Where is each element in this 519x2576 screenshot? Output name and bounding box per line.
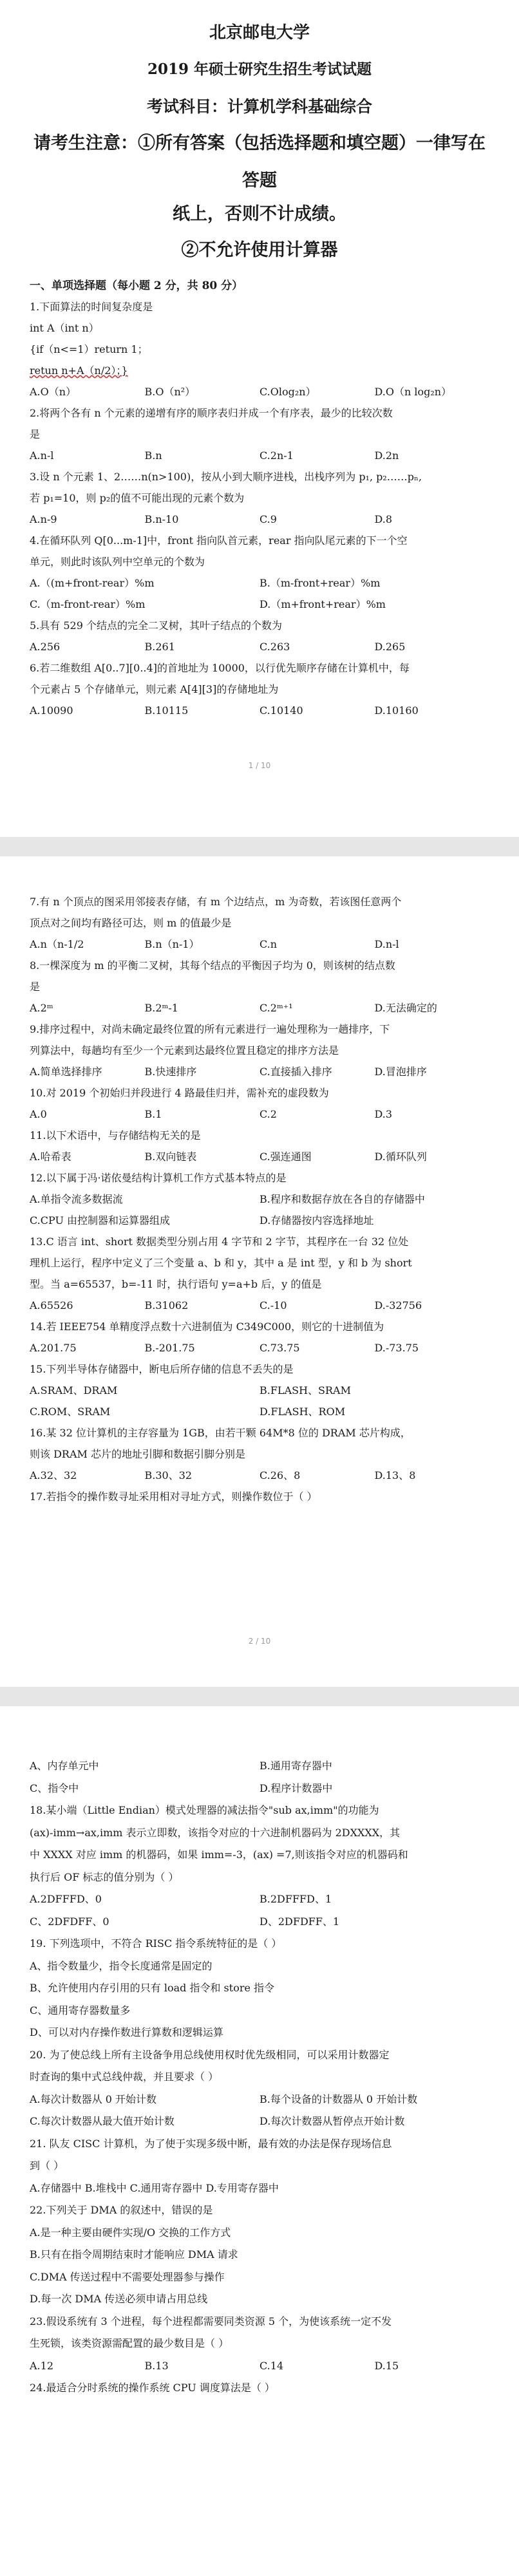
page-3: [0, 1706, 519, 2576]
option: A.哈希表: [30, 1151, 71, 1163]
option: C.10140: [260, 704, 303, 717]
question-5-options: [30, 636, 489, 657]
option: C.26、8: [260, 1469, 301, 1481]
option: B.双向链表: [144, 1151, 197, 1163]
option: C.ROM、SRAM: [30, 1406, 111, 1418]
option: A.201.75: [30, 1342, 77, 1354]
question-15-options: [30, 1380, 489, 1401]
question-7-options: [30, 934, 489, 955]
code-line-3: retun n+A（n/2）；}: [30, 364, 128, 377]
option: B、允许使用内存引用的只有 load 指令和 store 指令: [30, 1982, 275, 1994]
option: A.n-9: [30, 513, 57, 525]
option: D.O（n log₂n）: [374, 386, 452, 398]
option: B.30、32: [144, 1469, 193, 1481]
option: C.263: [260, 641, 290, 653]
option: A.n-l: [30, 449, 54, 462]
question-19-text: 19. 下列选项中，不符合 RISC 指令系统特征的是（ ）: [30, 1937, 282, 1950]
option: A.单指令流多数据流: [30, 1193, 123, 1205]
question-23-text: 生死锁，该类资源需配置的最少数目是（ ）: [30, 2337, 229, 2349]
question-23-options: [30, 2355, 489, 2378]
option: B.O（n²）: [144, 386, 196, 398]
option: D.循环队列: [374, 1151, 427, 1163]
option: A.12: [30, 2359, 53, 2372]
question-3-options: [30, 509, 489, 530]
option: D.-73.75: [374, 1342, 419, 1354]
question-14-options: [30, 1337, 489, 1359]
question-23-text: 23.假设系统有 3 个进程，每个进程都需要同类资源 5 个，为使该系统一定不发: [30, 2315, 392, 2327]
option: D.10160: [374, 704, 419, 717]
question-7-text: 7.有 n 个顶点的图采用邻接表存储，有 m 个边结点，m 为奇数，若该图任意两个: [30, 896, 402, 908]
question-24-text: 24.最适合分时系统的操作系统 CPU 调度算法是（ ）: [30, 2382, 275, 2394]
option: B.n（n-1）: [144, 938, 200, 950]
question-3-text: 若 p₁=10，则 p₂的值不可能出现的元素个数为: [30, 492, 245, 504]
question-10-options: [30, 1104, 489, 1125]
option: A、指令数量少，指令长度通常是固定的: [30, 1959, 212, 1972]
option: A.是一种主要由硬件实现/O 交换的工作方式: [30, 2226, 231, 2239]
option: B.n: [144, 449, 162, 462]
option: C.Olog₂n）: [260, 386, 316, 398]
option: C.每次计数器从最大值开始计数: [30, 2115, 175, 2127]
question-16-text: 则该 DRAM 芯片的地址引脚和数据引脚分别是: [30, 1448, 245, 1460]
option: B.13: [144, 2359, 169, 2372]
question-1-text: 1.下面算法的时间复杂度是: [30, 301, 153, 313]
option: D.3: [374, 1108, 393, 1120]
question-13-text: 13.C 语言 int、short 数据类型分别占用 4 字节和 2 字节，其程序在一台 32 位处: [30, 1236, 409, 1248]
code-line-2: {if（n<=1）return 1；: [30, 343, 148, 355]
question-3-text: 3.设 n 个元素 1、2……n(n>100)，按从小到大顺序进栈，出栈序列为 p₁, p₂……pₙ,: [30, 471, 422, 483]
page-number: 1 / 10: [248, 761, 271, 770]
question-list: [30, 296, 489, 721]
question-2-text: 是: [30, 428, 41, 440]
option: B.10115: [144, 704, 189, 717]
option: A.0: [30, 1108, 47, 1120]
page-2: [0, 856, 519, 1687]
option: D.-32756: [374, 1299, 422, 1312]
question-list: [30, 891, 489, 1507]
question-2-options: [30, 445, 489, 466]
question-15-text: 15.下列半导体存储器中，断电后所存储的信息不丢失的是: [30, 1363, 294, 1375]
option: B.只有在指令周期结束时才能响应 DMA 请求: [30, 2248, 238, 2261]
option: A.65526: [30, 1299, 73, 1312]
option: C、2DFDFF、0: [30, 1915, 109, 1928]
option: D.265: [374, 641, 406, 653]
notice-line-1: 请考生注意：①所有答案（包括选择题和填空题）一律写在答题: [33, 133, 486, 191]
option: D.每一次 DMA 传送必须申请占用总线: [30, 2293, 208, 2305]
option: D.2n: [374, 449, 399, 462]
question-18-text: 中 XXXX 对应 imm 的机器码，如果 imm=-3，(ax) =7,则该指令对应的机器码和: [30, 1848, 408, 1861]
question-2-text: 2.将两个各有 n 个元素的递增有序的顺序表归并成一个有序表，最少的比较次数: [30, 407, 393, 419]
question-6-text: 6.若二维数组 A[0..7][0..4]的首地址为 10000，以行优先顺序存储在计算机中，每: [30, 662, 410, 674]
question-18-options: [30, 1911, 489, 1933]
option: C.强连通图: [260, 1151, 312, 1163]
question-4-text: 4.在循环队列 Q[0...m-1]中，front 指向队首元素，rear 指向队尾元素的下一个空: [30, 534, 408, 547]
question-18-text: (ax)-imm→ax,imm 表示立即数，该指令对应的十六进制机器码为 2DXXXX，其: [30, 1826, 401, 1839]
option: D.FLASH、ROM: [260, 1406, 346, 1418]
option: C.-10: [260, 1299, 287, 1312]
section-title: 一、单项选择题（每小题 2 分，共 80 分）: [30, 279, 243, 292]
option: A.简单选择排序: [30, 1066, 102, 1078]
question-14-text: 14.若 IEEE754 单精度浮点数十六进制值为 C349C000，则它的十进制值为: [30, 1321, 384, 1333]
option: B.-201.75: [144, 1342, 195, 1354]
question-16-text: 16.某 32 位计算机的主存容量为 1GB，由若干颗 64M*8 位的 DRAM 芯片构成，: [30, 1427, 411, 1439]
question-21-text: 到（ ）: [30, 2159, 64, 2172]
question-11-text: 11.以下术语中，与存储结构无关的是: [30, 1129, 201, 1142]
question-8-text: 8.一棵深度为 m 的平衡二叉树，其每个结点的平衡因子均为 0，则该树的结点数: [30, 959, 395, 972]
question-13-options: [30, 1295, 489, 1316]
page-1: [0, 0, 519, 837]
question-9-text: 列算法中，每趟均有至少一个元素到达最终位置且稳定的排序方法是: [30, 1044, 339, 1057]
option: C、通用寄存器数量多: [30, 2004, 131, 2017]
option: C.（m-front-rear）%m: [30, 598, 146, 610]
option: B.程序和数据存放在各自的存储器中: [260, 1193, 425, 1205]
question-4-options: [30, 594, 489, 615]
question-18-text: 18.某小端（Little Endian）模式处理器的减法指令"sub ax,imm"的功能为: [30, 1804, 379, 1816]
option: A.每次计数器从 0 开始计数: [30, 2092, 156, 2105]
option: D.无法确定的: [374, 1002, 437, 1014]
option: A、内存单元中: [30, 1760, 99, 1772]
question-13-text: 理机上运行，程序中定义了三个变量 a、b 和 y，其中 a 是 int 型，y 和 b 为 short: [30, 1257, 412, 1269]
option: B.261: [144, 641, 175, 653]
exam-subject: 考试科目：计算机学科基础综合: [146, 97, 372, 116]
option: A.10090: [30, 704, 73, 717]
question-9-text: 9.排序过程中，对尚未确定最终位置的所有元素进行一遍处理称为一趟排序，下: [30, 1023, 390, 1035]
option: C.2n-1: [260, 449, 294, 462]
option: C、指令中: [30, 1782, 79, 1794]
option: B.通用寄存器中: [260, 1760, 332, 1772]
option: C.CPU 由控制器和运算器组成: [30, 1214, 171, 1227]
option: D.n-l: [374, 938, 399, 950]
question-4-options: [30, 572, 489, 594]
option: D.（m+front+rear）%m: [260, 598, 386, 610]
option: A.2DFFFD、0: [30, 1893, 102, 1905]
option: C.9: [260, 513, 277, 525]
question-12-text: 12.以下属于冯·诺依曼结构计算机工作方式基本特点的是: [30, 1172, 287, 1184]
option: C.14: [260, 2359, 284, 2372]
option: A.256: [30, 641, 61, 653]
question-list: [30, 1755, 489, 2400]
question-11-options: [30, 1146, 489, 1167]
option: C.73.75: [260, 1342, 300, 1354]
option: A.n（n-1/2: [30, 938, 84, 950]
question-20-text: 时查询的集中式总线仲裁，并且要求（ ）: [30, 2071, 219, 2083]
question-22-text: 22.下列关于 DMA 的叙述中，错误的是: [30, 2204, 213, 2216]
option: A.SRAM、DRAM: [30, 1384, 118, 1396]
question-6-options: [30, 700, 489, 721]
question-12-options: [30, 1210, 489, 1231]
option: D.13、8: [374, 1469, 416, 1481]
question-21-options: A.存储器中 B.堆栈中 C.通用寄存器中 D.专用寄存器中: [30, 2181, 279, 2194]
option: C.直接插入排序: [260, 1066, 332, 1078]
question-1-options: [30, 381, 489, 402]
question-17-text: 17.若指令的操作数寻址采用相对寻址方式，则操作数位于（ ）: [30, 1490, 317, 1503]
option: B.快速排序: [144, 1066, 197, 1078]
option: D.存储器按内容选择地址: [260, 1214, 374, 1227]
question-4-text: 单元，则此时该队列中空单元的个数为: [30, 556, 205, 568]
question-9-options: [30, 1061, 489, 1082]
option: D.每次计数器从暂停点开始计数: [260, 2115, 405, 2127]
question-5-text: 5.具有 529 个结点的完全二叉树，其叶子结点的个数为: [30, 619, 282, 632]
question-18-options: [30, 1888, 489, 1911]
option: A.2ᵐ: [30, 1002, 53, 1014]
option: B.每个设备的计数器从 0 开始计数: [260, 2092, 418, 2105]
option: D.冒泡排序: [374, 1066, 427, 1078]
option: C.n: [260, 938, 278, 950]
option: D、可以对内存操作数进行算数和逻辑运算: [30, 2026, 223, 2038]
notice-line-3: ②不允许使用计算器: [181, 240, 338, 260]
question-13-text: 型。当 a=65537，b=-11 时，执行语句 y=a+b 后，y 的值是: [30, 1278, 322, 1290]
code-line-1: int A（int n）: [30, 322, 99, 334]
option: D、2DFDFF、1: [260, 1915, 340, 1928]
question-10-text: 10.对 2019 个初始归并段进行 4 路最佳归并，需补充的虚段数为: [30, 1087, 329, 1099]
option: C.2: [260, 1108, 277, 1120]
option: A.（(m+front-rear）%m: [30, 577, 155, 589]
school-title: 北京邮电大学: [209, 23, 310, 42]
question-8-text: 是: [30, 981, 41, 993]
question-17-options: [30, 1755, 489, 1778]
option: D.15: [374, 2359, 399, 2372]
question-8-options: [30, 997, 489, 1019]
option: C.DMA 传送过程中不需要处理器参与操作: [30, 2270, 225, 2283]
question-12-options: [30, 1189, 489, 1210]
option: B.2ᵐ-1: [144, 1002, 178, 1014]
option: B.31062: [144, 1299, 189, 1312]
option: B.FLASH、SRAM: [260, 1384, 351, 1396]
question-15-options: [30, 1401, 489, 1422]
question-7-text: 顶点对之间均有路径可达，则 m 的值最少是: [30, 917, 232, 929]
question-20-options: [30, 2089, 489, 2111]
option: C.2ᵐ⁺¹: [260, 1002, 293, 1014]
exam-title: 2019 年硕士研究生招生考试试题: [147, 61, 372, 78]
option: B.1: [144, 1108, 162, 1120]
question-17-options: [30, 1778, 489, 1800]
option: B.n-10: [144, 513, 179, 525]
option: A.32、32: [30, 1469, 77, 1481]
option: B.（m-front+rear）%m: [260, 577, 381, 589]
option: D.程序计数器中: [260, 1782, 333, 1794]
question-20-options: [30, 2111, 489, 2133]
page-number: 2 / 10: [248, 1637, 271, 1646]
option: B.2DFFFD、1: [260, 1893, 332, 1905]
notice-line-2: 纸上，否则不计成绩。: [173, 204, 346, 224]
question-20-text: 20. 为了使总线上所有主设备争用总线使用权时优先级相同，可以采用计数器定: [30, 2048, 390, 2061]
question-21-text: 21. 队友 CISC 计算机，为了使于实现多级中断，最有效的办法是保存现场信息: [30, 2137, 392, 2150]
option: A.O（n）: [30, 386, 77, 398]
question-16-options: [30, 1465, 489, 1486]
question-6-text: 个元素占 5 个存储单元，则元素 A[4][3]的存储地址为: [30, 683, 279, 695]
question-18-text: 执行后 OF 标志的值分别为（ ）: [30, 1870, 179, 1883]
option: D.8: [374, 513, 393, 525]
